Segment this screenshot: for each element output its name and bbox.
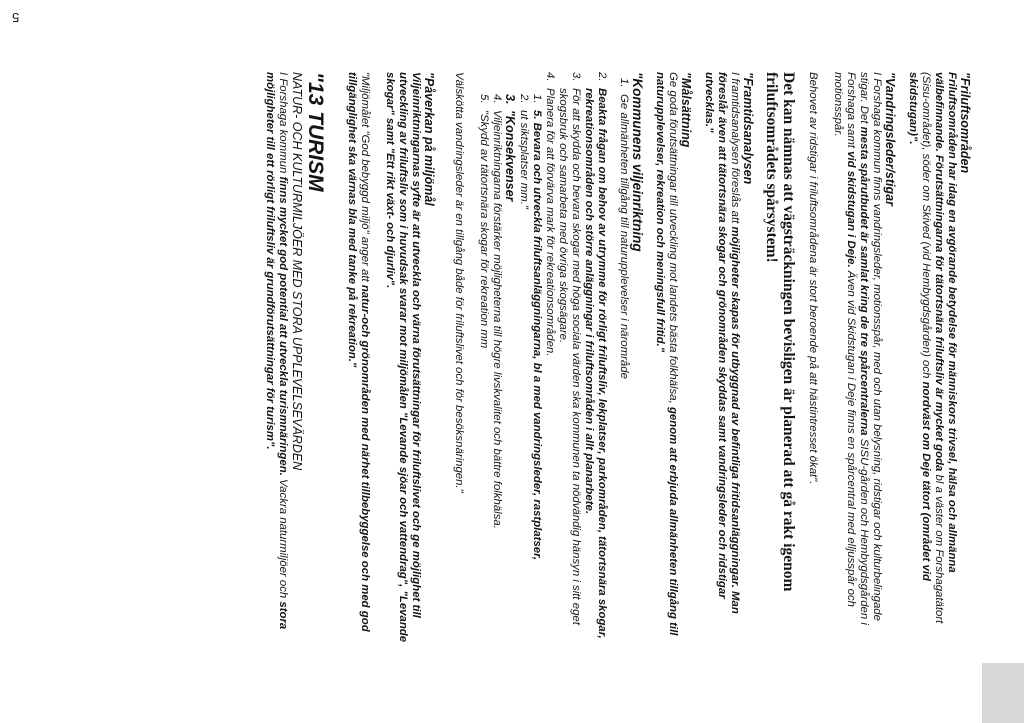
- list-text: För att skydda och bevara skogar med höga sociala värden ska kommunen ta nödvändig hänsyn i sitt eget skogsbruk och samarbeta med övriga skogsägare.: [557, 88, 582, 625]
- rotated-page-content: [80, 0, 1000, 723]
- text-bold: vid skidstugan i Deje.: [845, 147, 857, 268]
- paragraph-miljomal: [345, 72, 371, 653]
- section-vandringsleder: [806, 72, 897, 653]
- text-bold: natur-och grönområden med närhet tillbebyggelse och med god tillgänglighet ska värnas bla med tanke på rekreation.": [346, 72, 371, 632]
- text-italic: I Forshaga kommun: [277, 72, 289, 174]
- list-number: 3.: [503, 94, 517, 105]
- section-viljeinriktning: [452, 72, 644, 653]
- text-bold: finns mycket god potential att utveckla turismnäringen.: [277, 173, 289, 476]
- text-italic: bl a väster om Forshagatätort (Sisu-området), söder om Skived (vid Hembygdsgården) och: [920, 72, 945, 624]
- list-item: [530, 94, 543, 653]
- list-text: Viljeinriktningarna förstärker möjligheterna till högre livskvalitet och bättre folkhälsa.: [491, 110, 503, 529]
- text-bold: möjligheter skapas för utbyggnad av befintliga fritidsanläggningar. Man föreslår även att tätortsnära skogar och grönområden skyddas samt vandringsleder och ridstigar utvecklas.": [703, 72, 741, 614]
- heading-vagstrackning: Det kan nämnas att vägsträckningen bevisligen är planerad att gå rakt igenom friluftsområdets spårsystem!: [763, 72, 797, 592]
- paragraph-vandringsleder: [831, 72, 883, 653]
- sublist: [477, 72, 543, 653]
- list-number: 4.: [491, 94, 503, 104]
- list-text: Planera för att förvärva mark för rekreationsområden.: [544, 88, 556, 357]
- heading-vandringsleder: "Vandringsleder/stigar: [883, 72, 897, 206]
- list-text: Beakta frågan om behov av utrymme för rörligt friluftsliv, lekplatser, parkområden, tätortsnära skogar, rekreationsområden och större anläggningar i friluftsområden i allt planarbete.: [583, 88, 608, 639]
- list-item: [617, 72, 630, 653]
- list-item: [556, 72, 582, 653]
- list-text: ut siktsplatser mm.": [518, 110, 530, 209]
- list-text: 5. Bevara och utveckla friluftsanläggningarna, bl a med vandringsleder, rastplatser,: [531, 110, 543, 561]
- list-text: "Konsekvenser: [503, 110, 517, 202]
- list-number: 5.: [478, 94, 490, 104]
- paragraph-framtidsanalysen: [702, 72, 741, 653]
- text-italic: "Miljömålet "God bebyggd miljö" anger att: [359, 72, 371, 282]
- list-text: Ge allmänheten tillgång till naturupplevelser i närområde: [618, 94, 630, 379]
- text-bold: stora möjligheter till ett rörligt friluftsliv är grundförutsättningar för turism".: [264, 72, 289, 630]
- text-italic: Även vid Skidstugan i Deje finns en spårcentral med elljusspår och motionsspår.: [832, 72, 857, 607]
- list-item: [582, 72, 608, 653]
- paragraph-paverkan: Viljeinriktningarnas syfte är att utveckla och värna förutsättningar för friluftslivet och ge möjlighet till utveckling av friluftsliv som i huvudsak svarar mot miljömålen "Levande sjöar och vattendrag", "Levande skogar" samt "Ett rikt växt- och djurliv".: [384, 72, 422, 643]
- text-bold: mesta spårutbudet är samlat kring de tre spårcentralerna: [858, 123, 870, 436]
- section-turism: [263, 72, 327, 653]
- text-italic: SISU-gården och Hembygdsgården i Forshaga samt: [845, 72, 870, 625]
- list-viljeinriktning: [477, 72, 630, 653]
- list-item: [477, 94, 490, 653]
- list-number: 2.: [596, 72, 608, 82]
- section-paverkan: [345, 72, 436, 653]
- text-italic: I framtidsanalysen föreslås att: [729, 72, 741, 224]
- list-number: 3.: [570, 72, 582, 82]
- section-malsattning: [653, 72, 693, 653]
- paragraph-ridstigar: Behovet av ridstigar i friluftsområdena är stort beroende på att hästintresset ökat".: [807, 72, 819, 485]
- section-friluftsomraden: [906, 72, 972, 653]
- text-italic: Ge goda förutsättningar till utveckling mot landets bästa folkhälsa,: [667, 72, 679, 404]
- heading-framtidsanalysen: "Framtidsanalysen: [741, 72, 755, 185]
- text-italic: Vackra naturmiljöer och: [277, 475, 289, 599]
- text-italic: I Forshaga kommun finns vandringsleder, motionsspår, med och utan belysning, ridstigar och kulturbelingade stigar. Det: [858, 72, 883, 621]
- subtitle-turism: NATUR- OCH KULTURMILJÖER MED STORA UPPLEVELSEVÄRDEN: [290, 72, 304, 471]
- heading-paverkan: "Påverkan på miljömål: [422, 72, 436, 206]
- text-bold: Friluftsområden har idag en avgörande betydelse för människors trivsel, hälsa och allmänna välbefinnande. Förutsättningarna för tätortsnära friluftsliv är mycket goda: [933, 72, 958, 573]
- paragraph-friluftsomraden: [906, 72, 958, 653]
- list-number: 1.: [618, 78, 630, 88]
- paragraph-turism: [263, 72, 289, 653]
- list-item: [517, 94, 530, 653]
- heading-viljeinriktning: "Kommunens viljeinriktning: [630, 72, 645, 252]
- list-number: 1.: [531, 94, 543, 104]
- section-framtidsanalysen: [702, 72, 755, 653]
- heading-konsekvenser: [503, 94, 517, 653]
- list-item: [490, 94, 503, 653]
- paragraph-malsattning: [653, 72, 679, 653]
- text-bold: nordväst om Deje tätort (området vid skidstugan)".: [907, 72, 932, 581]
- page-number: 5: [12, 10, 20, 25]
- list-number: 4.: [544, 72, 556, 82]
- text-bold: genom att erbjuda allmänheten tillgång till naturupplevelser, rekreation och meningsfull fritid.": [654, 72, 679, 636]
- paragraph-valskotta: Välskötta vandringsleder är en tillgång både för friluftslivet och för besöksnäringen.": [453, 72, 465, 493]
- section-title-turism: "13 TURISM: [304, 72, 327, 192]
- list-text: "Skydd av tätortsnära skogar för rekreation mm: [478, 110, 490, 349]
- heading-friluftsomraden: "Friluftsområden: [958, 72, 972, 174]
- list-item: [543, 72, 556, 653]
- heading-malsattning: "Målsättning: [679, 72, 693, 148]
- list-number: 2.: [518, 94, 530, 104]
